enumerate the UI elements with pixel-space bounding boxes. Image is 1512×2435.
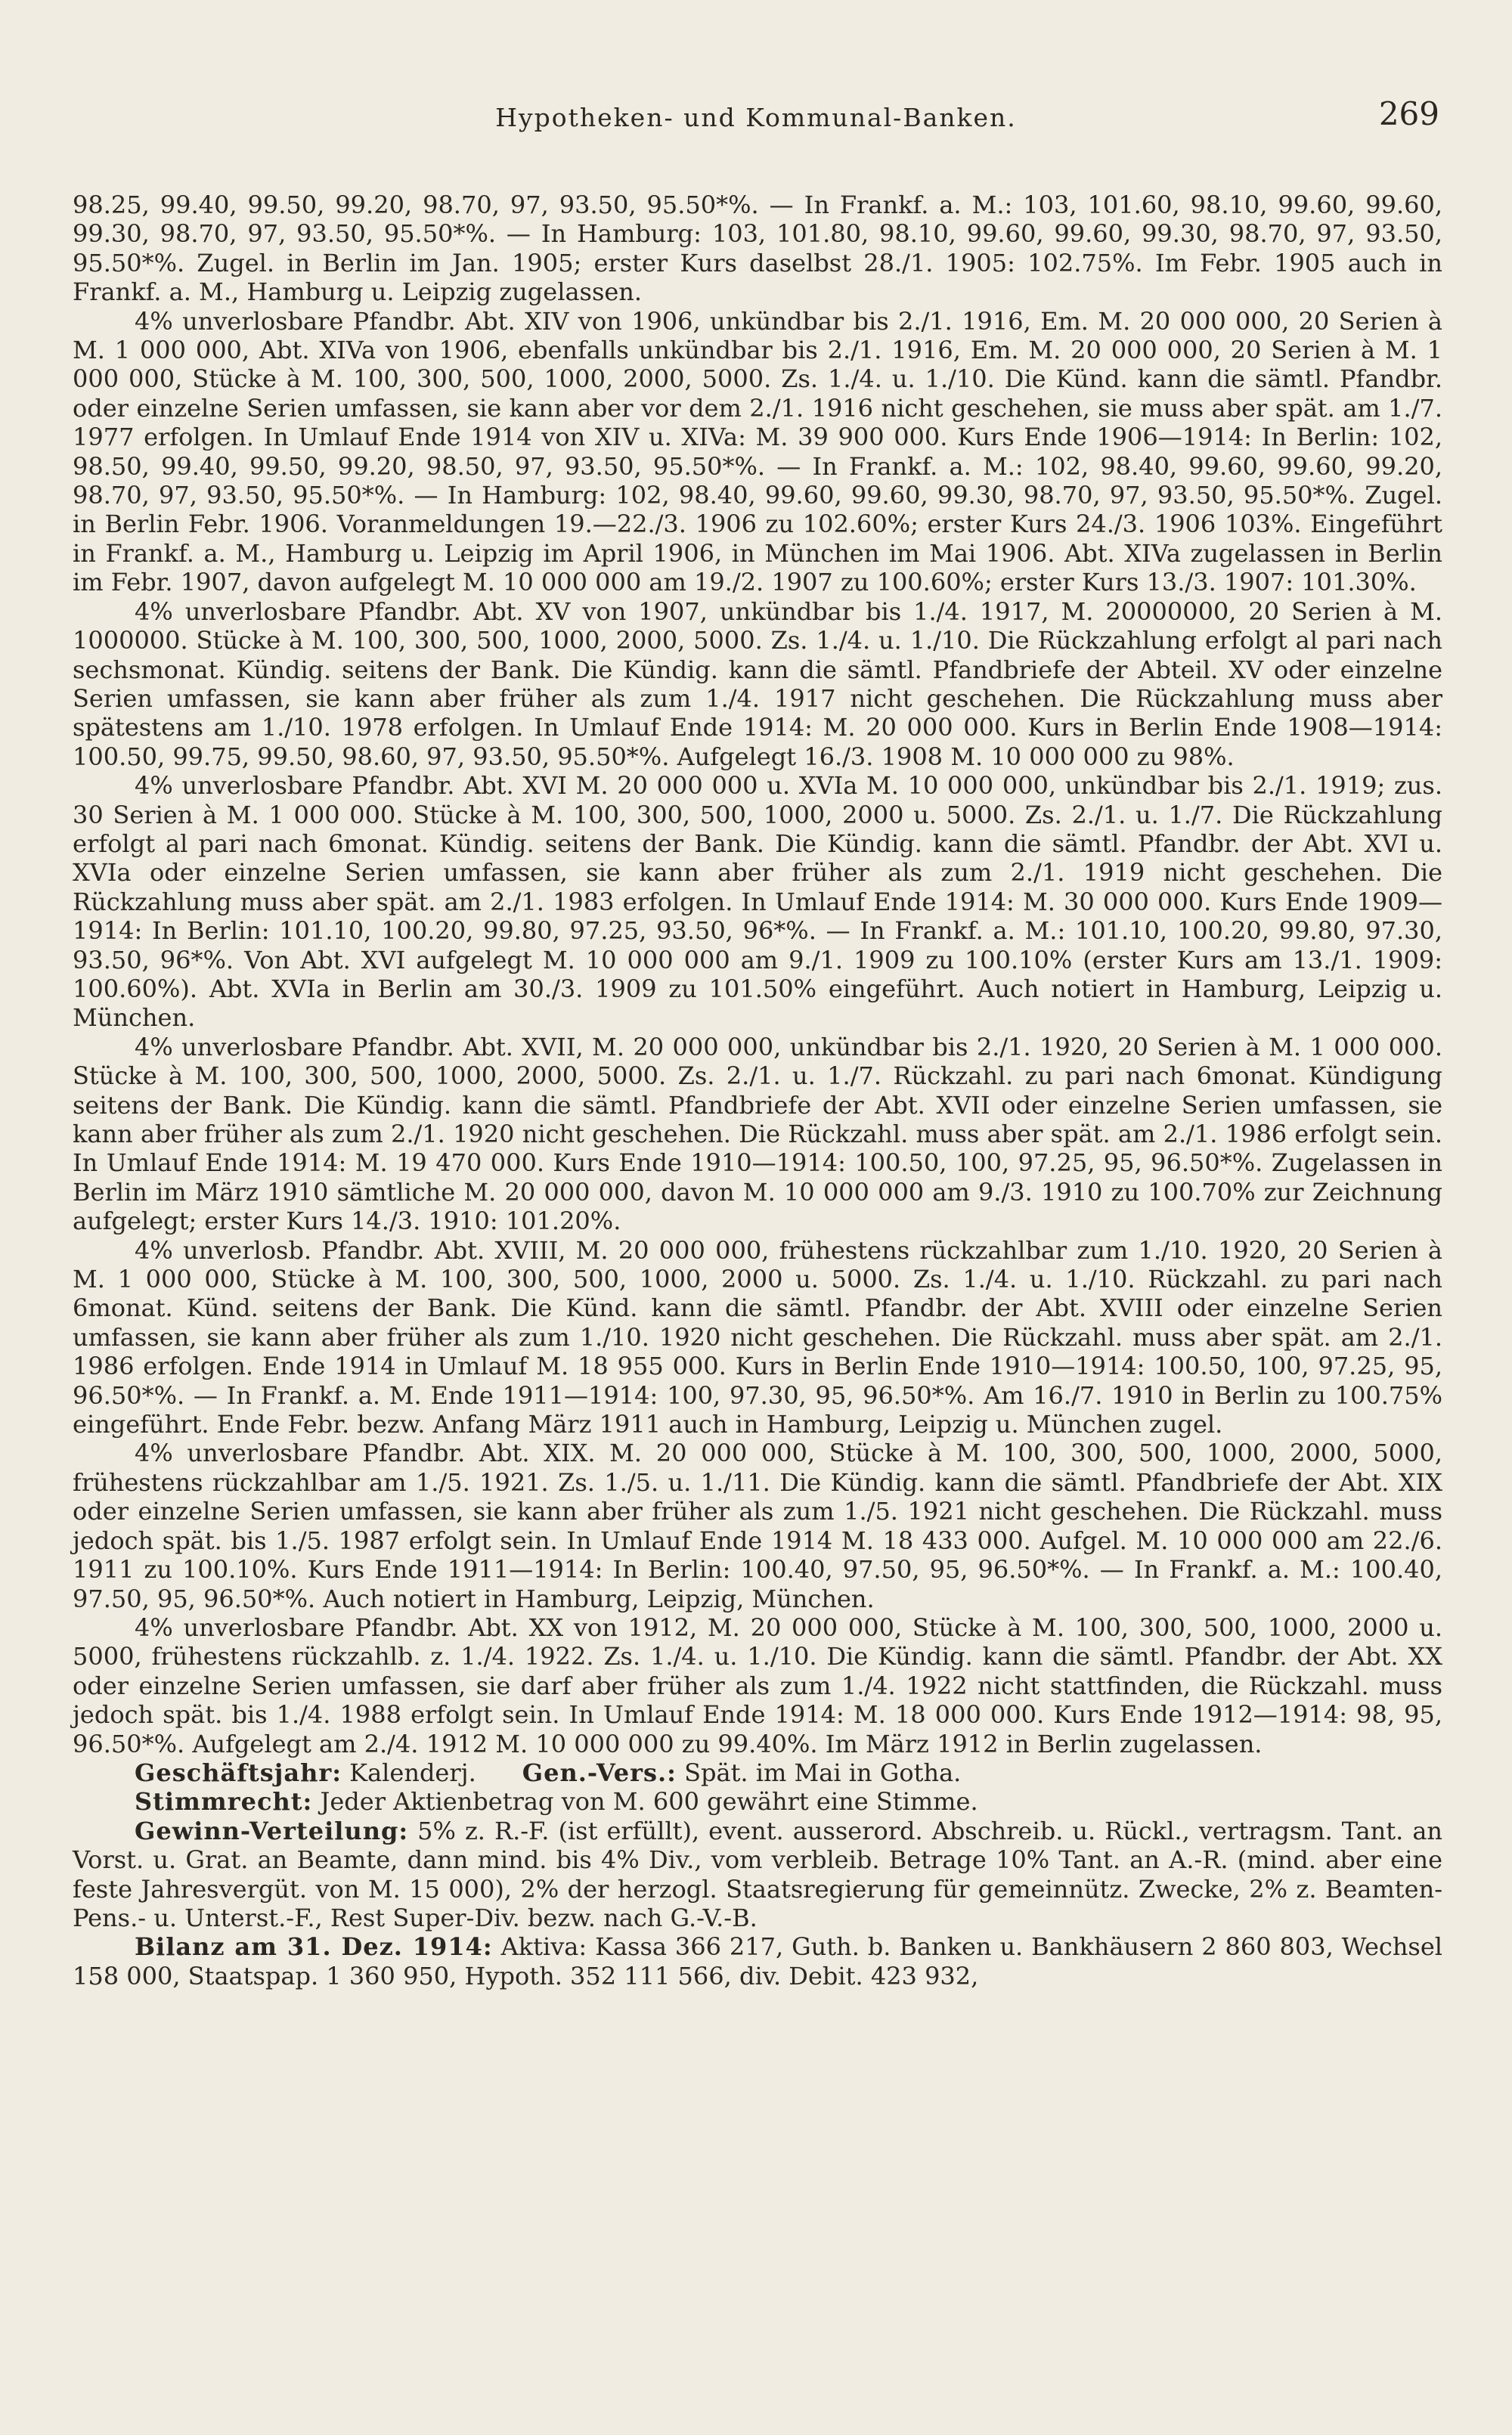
bilanz-text: Aktiva: Kassa 366 217, Guth. b. Banken u. Bankhäusern 2 860 803, Wechsel 158 000, Staatspap. 1 360 950, Hypoth. 352 111 566, div. Debit. 423 932, [73, 1932, 1443, 1990]
stimmrecht-label: Stimmrecht: [135, 1787, 313, 1817]
paragraph-abt-xviii: 4% unverlosb. Pfandbr. Abt. XVIII, M. 20 000 000, frühestens rückzahlbar zum 1./10. 1920, 20 Serien à M. 1 000 000, Stücke à M. 100, 300, 500, 1000, 2000 u. 5000. Zs. 1./4. u. 1./10. Rückzahl. zu pari nach 6monat. Künd. seitens der Bank. Die Künd. kann die sämtl. Pfandbr. der Abt. XVIII oder einzelne Serien umfassen, sie kann aber früher als zum 1./10. 1920 nicht geschehen. Die Rückzahl. muss aber spät. am 2./1. 1986 erfolgen. Ende 1914 in Umlauf M. 18 955 000. Kurs in Berlin Ende 1910—1914: 100.50, 100, 97.25, 95, 96.50*%. — In Frankf. a. M. Ende 1911—1914: 100, 97.30, 95, 96.50*%. Am 16./7. 1910 in Berlin zu 100.75% eingeführt. Ende Febr. bezw. Anfang März 1911 auch in Hamburg, Leipzig u. München zugel. [73, 1235, 1442, 1439]
geschaeftsjahr-text: Kalenderj. [349, 1758, 476, 1787]
page-header [73, 89, 1439, 150]
paragraph-abt-xvi: 4% unverlosbare Pfandbr. Abt. XVI M. 20 000 000 u. XVIa M. 10 000 000, unkündbar bis 2./1. 1919; zus. 30 Serien à M. 1 000 000. Stücke à M. 100, 300, 500, 1000, 2000 u. 5000. Zs. 2./1. u. 1./7. Die Rückzahlung erfolgt al pari nach 6monat. Kündig. seitens der Bank. Die Kündig. kann die sämtl. Pfandbr. der Abt. XVI u. XVIa oder einzelne Serien umfassen, sie kann aber früher als zum 2./1. 1919 nicht geschehen. Die Rückzahlung muss aber spät. am 2./1. 1983 erfolgen. In Umlauf Ende 1914: M. 30 000 000. Kurs Ende 1909—1914: In Berlin: 101.10, 100.20, 99.80, 97.25, 93.50, 96*%. — In Frankf. a. M.: 101.10, 100.20, 99.80, 97.30, 93.50, 96*%. Von Abt. XVI aufgelegt M. 10 000 000 am 9./1. 1909 zu 100.10% (erster Kurs am 13./1. 1909: 100.60%). Abt. XVIa in Berlin am 30./3. 1909 zu 101.50% eingeführt. Auch notiert in Hamburg, Leipzig u. München. [73, 771, 1442, 1033]
paragraph-abt-xiv: 4% unverlosbare Pfandbr. Abt. XIV von 1906, unkündbar bis 2./1. 1916, Em. M. 20 000 000, 20 Serien à M. 1 000 000, Abt. XIVa von 1906, ebenfalls unkündbar bis 2./1. 1916, Em. M. 20 000 000, 20 Serien à M. 1 000 000, Stücke à M. 100, 300, 500, 1000, 2000, 5000. Zs. 1./4. u. 1./10. Die Künd. kann die sämtl. Pfandbr. oder einzelne Serien umfassen, sie kann aber vor dem 2./1. 1916 nicht geschehen, sie muss aber spät. am 1./7. 1977 erfolgen. In Umlauf Ende 1914 von XIV u. XIVa: M. 39 900 000. Kurs Ende 1906—1914: In Berlin: 102, 98.50, 99.40, 99.50, 99.20, 98.50, 97, 93.50, 95.50*%. — In Frankf. a. M.: 102, 98.40, 99.60, 99.60, 99.20, 98.70, 97, 93.50, 95.50*%. — In Hamburg: 102, 98.40, 99.60, 99.60, 99.30, 98.70, 97, 93.50, 95.50*%. Zugel. in Berlin Febr. 1906. Voranmeldungen 19.—22./3. 1906 zu 102.60%; erster Kurs 24./3. 1906 103%. Eingeführt in Frankf. a. M., Hamburg u. Leipzig im April 1906, in München im Mai 1906. Abt. XIVa zugelassen in Berlin im Febr. 1907, davon aufgelegt M. 10 000 000 am 19./2. 1907 zu 100.60%; erster Kurs 13./3. 1907: 101.30%. [73, 306, 1442, 597]
paragraph-abt-xv: 4% unverlosbare Pfandbr. Abt. XV von 1907, unkündbar bis 1./4. 1917, M. 20000000, 20 Serien à M. 1000000. Stücke à M. 100, 300, 500, 1000, 2000, 5000. Zs. 1./4. u. 1./10. Die Rückzahlung erfolgt al pari nach sechsmonat. Kündig. seitens der Bank. Die Kündig. kann die sämtl. Pfandbriefe der Abteil. XV oder einzelne Serien umfassen, sie kann aber früher als zum 1./4. 1917 nicht geschehen. Die Rückzahlung muss aber spätestens am 1./10. 1978 erfolgen. In Umlauf Ende 1914: M. 20 000 000. Kurs in Berlin Ende 1908—1914: 100.50, 99.75, 99.50, 98.60, 97, 93.50, 95.50*%. Aufgelegt 16./3. 1908 M. 10 000 000 zu 98%. [73, 596, 1442, 771]
genvers-text: Spät. im Mai in Gotha. [684, 1758, 962, 1787]
text-body [73, 191, 1442, 1990]
running-head: Hypotheken- und Kommunal-Banken. [495, 103, 1017, 132]
section-geschaeftsjahr [73, 1758, 1442, 1787]
section-bilanz [73, 1932, 1442, 1990]
paragraph-abt-xvii: 4% unverlosbare Pfandbr. Abt. XVII, M. 20 000 000, unkündbar bis 2./1. 1920, 20 Serien à M. 1 000 000. Stücke à M. 100, 300, 500, 1000, 2000, 5000. Zs. 2./1. u. 1./7. Rückzahl. zu pari nach 6monat. Kündigung seitens der Bank. Die Kündig. kann die sämtl. Pfandbriefe der Abt. XVII oder einzelne Serien umfassen, sie kann aber früher als zum 2./1. 1920 nicht geschehen. Die Rückzahl. muss aber spät. am 2./1. 1986 erfolgt sein. In Umlauf Ende 1914: M. 19 470 000. Kurs Ende 1910—1914: 100.50, 100, 97.25, 95, 96.50*%. Zugelassen in Berlin im März 1910 sämtliche M. 20 000 000, davon M. 10 000 000 am 9./3. 1910 zu 100.70% zur Zeichnung aufgelegt; erster Kurs 14./3. 1910: 101.20%. [73, 1032, 1442, 1236]
paragraph-1: 98.25, 99.40, 99.50, 99.20, 98.70, 97, 93.50, 95.50*%. — In Frankf. a. M.: 103, 101.60, 98.10, 99.60, 99.60, 99.30, 98.70, 97, 93.50, 95.50*%. — In Hamburg: 103, 101.80, 98.10, 99.60, 99.60, 99.30, 98.70, 97, 93.50, 95.50*%. Zugel. in Berlin im Jan. 1905; erster Kurs daselbst 28./1. 1905: 102.75%. Im Febr. 1905 auch in Frankf. a. M., Hamburg u. Leipzig zugelassen. [73, 191, 1442, 307]
gewinn-label: Gewinn-Verteilung: [135, 1816, 409, 1845]
paragraph-abt-xx: 4% unverlosbare Pfandbr. Abt. XX von 1912, M. 20 000 000, Stücke à M. 100, 300, 500, 1000, 2000 u. 5000, frühestens rückzahlb. z. 1./4. 1922. Zs. 1./4. u. 1./10. Die Kündig. kann die sämtl. Pfandbr. der Abt. XX oder einzelne Serien umfassen, sie darf aber früher als zum 1./4. 1922 nicht stattfinden, die Rückzahl. muss jedoch spät. bis 1./4. 1988 erfolgt sein. In Umlauf Ende 1914: M. 18 000 000. Kurs Ende 1912—1914: 98, 95, 96.50*%. Aufgelegt am 2./4. 1912 M. 10 000 000 zu 99.40%. Im März 1912 in Berlin zugelassen. [73, 1612, 1442, 1758]
gewinn-text: 5% z. R.-F. (ist erfüllt), event. ausserord. Abschreib. u. Rückl., vertragsm. Tant. an Vorst. u. Grat. an Beamte, dann mind. bis 4% Div., vom verbleib. Betrage 10% Tant. an A.-R. (mind. aber eine feste Jahresvergüt. von M. 15 000), 2% der herzogl. Staatsregierung für gemeinnütz. Zwecke, 2% z. Beamten-Pens.- u. Unterst.-F., Rest Super-Div. bezw. nach G.-V.-B. [73, 1816, 1443, 1932]
stimmrecht-text: Jeder Aktienbetrag von M. 600 gewährt eine Stimme. [320, 1787, 978, 1817]
section-stimmrecht [73, 1787, 1442, 1816]
geschaeftsjahr-label: Geschäftsjahr: [135, 1758, 342, 1787]
page-number: 269 [1378, 95, 1439, 132]
section-gewinn-verteilung [73, 1817, 1442, 1933]
paragraph-abt-xix: 4% unverlosbare Pfandbr. Abt. XIX. M. 20 000 000, Stücke à M. 100, 300, 500, 1000, 2000, 5000, frühestens rückzahlbar am 1./5. 1921. Zs. 1./5. u. 1./11. Die Kündig. kann die sämtl. Pfandbriefe der Abt. XIX oder einzelne Serien umfassen, sie kann aber früher als zum 1./5. 1921 nicht geschehen. Die Rückzahl. muss jedoch spät. bis 1./5. 1987 erfolgt sein. In Umlauf Ende 1914 M. 18 433 000. Aufgel. M. 10 000 000 am 22./6. 1911 zu 100.10%. Kurs Ende 1911—1914: In Berlin: 100.40, 97.50, 95, 96.50*%. — In Frankf. a. M.: 100.40, 97.50, 95, 96.50*%. Auch notiert in Hamburg, Leipzig, München. [73, 1439, 1442, 1613]
genvers-label: Gen.-Vers.: [522, 1758, 677, 1787]
bilanz-label: Bilanz am 31. Dez. 1914: [135, 1932, 493, 1962]
